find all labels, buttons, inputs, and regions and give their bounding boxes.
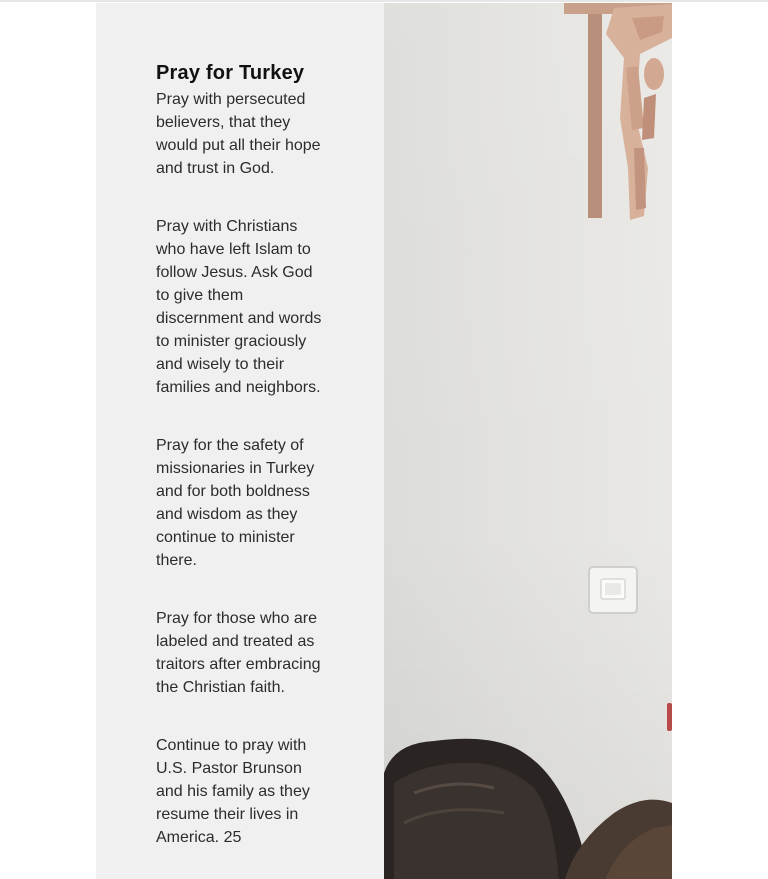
top-divider xyxy=(0,0,768,2)
light-switch-icon xyxy=(587,565,639,615)
prayer-paragraph-1: Pray with persecuted believers, that they would put all their hope and trust in God. xyxy=(156,91,321,177)
prayer-photo xyxy=(384,3,672,879)
prayer-content xyxy=(156,58,328,879)
prayer-paragraph-4: Pray for those who are labeled and treated as traitors after embracing the Christian faith. xyxy=(156,610,321,696)
page-title: Pray for Turkey xyxy=(156,62,305,84)
prayer-panel xyxy=(96,3,384,879)
crucifix-icon xyxy=(544,3,672,228)
prayer-paragraph-3: Pray for the safety of missionaries in Turkey and for both boldness and wisdom as they continue to minister there. xyxy=(156,437,315,569)
prayer-paragraph-2: Pray with Christians who have left Islam to follow Jesus. Ask God to give them discernment and words to minister graciously and wisely to their families and neighbors. xyxy=(156,218,322,396)
prayer-paragraph-5: Continue to pray with U.S. Pastor Brunson and his family as they resume their lives in America. 25 xyxy=(156,737,310,846)
people-heads-image xyxy=(384,733,672,879)
red-object-edge xyxy=(667,703,672,731)
